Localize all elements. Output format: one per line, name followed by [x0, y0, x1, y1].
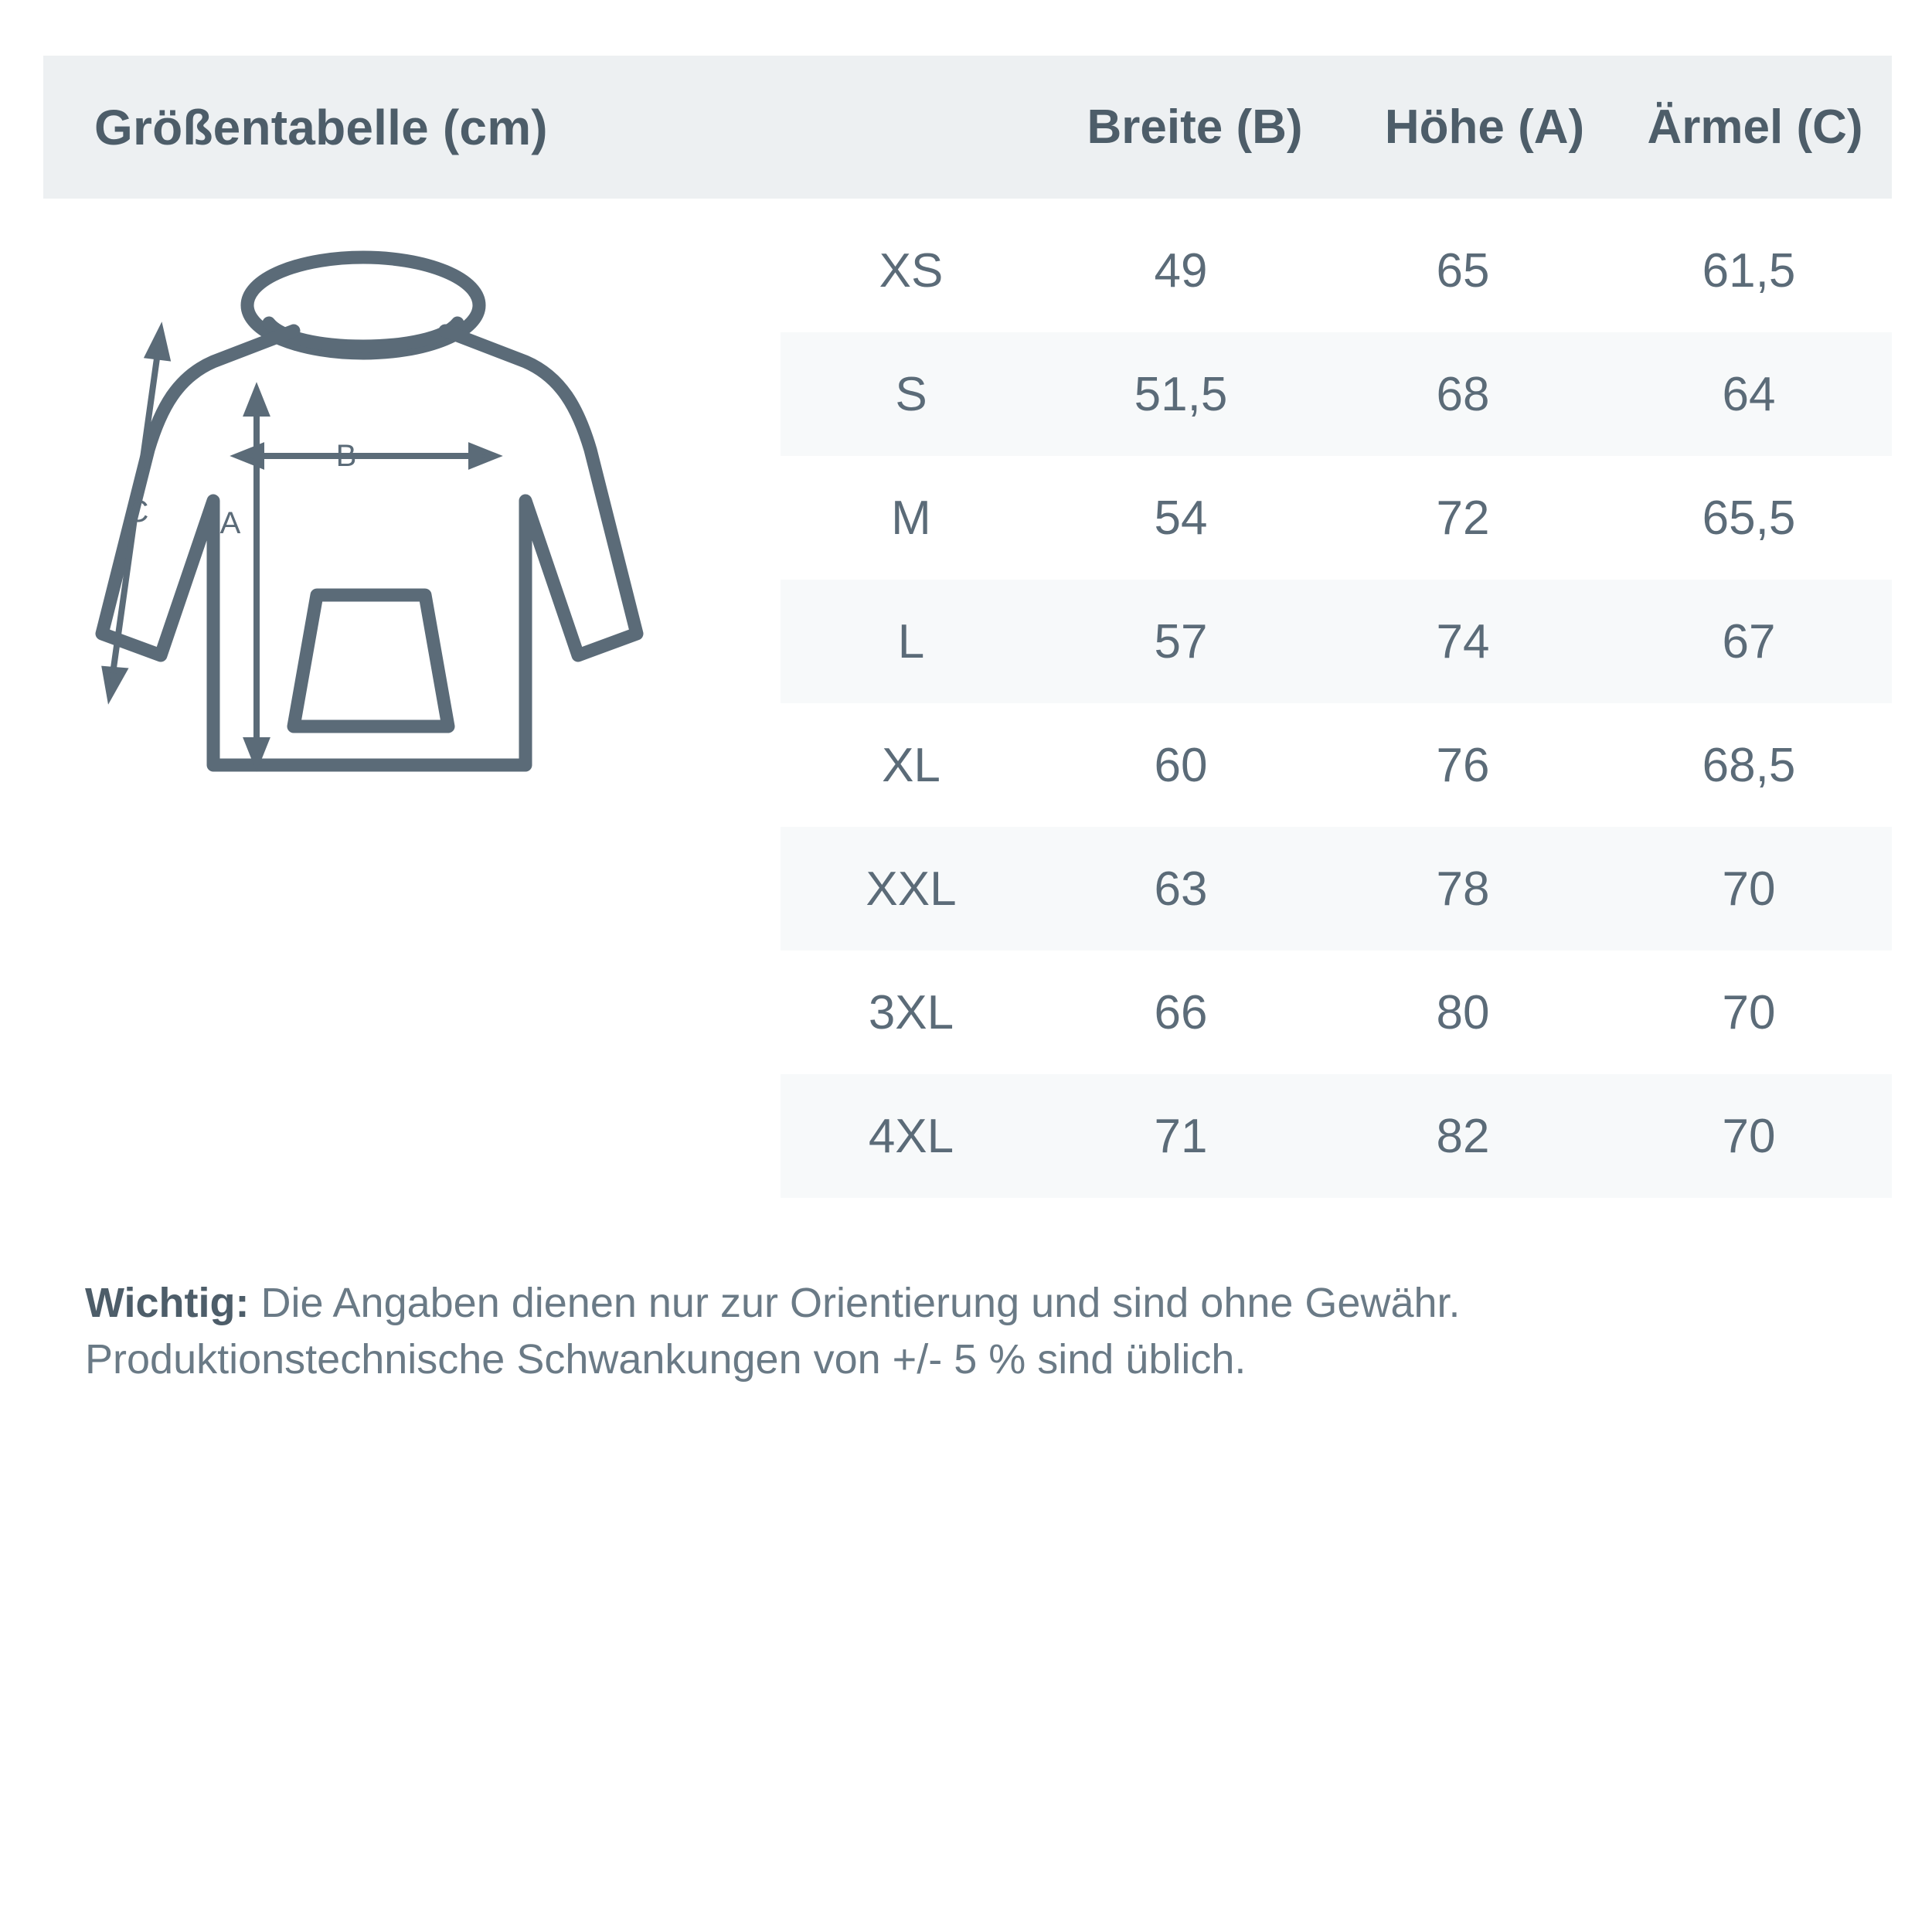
- header-columns: [824, 56, 1892, 199]
- cell-breite: 71: [1042, 1074, 1320, 1198]
- cell-breite: 60: [1154, 738, 1208, 792]
- label-sleeve: C: [126, 495, 149, 529]
- cell-aermel: 68,5: [1702, 738, 1796, 792]
- footnote-text: Die Angaben dienen nur zur Orientierung und sind ohne Gewähr. Produktionstechnische Schwankungen von +/- 5 % sind üblich.: [85, 1280, 1461, 1383]
- table-row: [781, 703, 1892, 827]
- column-header-hoehe: Höhe (A): [1384, 100, 1585, 154]
- page-title: Größentabelle (cm): [94, 99, 548, 155]
- column-header-breite: Breite (B): [1087, 100, 1303, 154]
- cell-breite: 54: [1154, 491, 1208, 545]
- footnote: [85, 1275, 1862, 1388]
- cell-aermel: 70: [1722, 985, 1776, 1039]
- cell-breite: 57: [1042, 580, 1320, 703]
- cell-hoehe: 65: [1436, 243, 1490, 298]
- cell-aermel: 65,5: [1702, 491, 1796, 545]
- cell-size: M: [891, 491, 931, 545]
- cell-aermel: 70: [1606, 827, 1892, 951]
- table-row: [781, 209, 1892, 332]
- cell-hoehe: 78: [1320, 827, 1606, 951]
- table-row: [781, 580, 1892, 703]
- table-row: [781, 1074, 1892, 1198]
- cell-hoehe: 68: [1320, 332, 1606, 456]
- cell-size: XS: [879, 243, 944, 298]
- cell-size: 3XL: [868, 985, 954, 1039]
- cell-hoehe: 72: [1436, 491, 1490, 545]
- cell-hoehe: 80: [1436, 985, 1490, 1039]
- cell-size: 4XL: [781, 1074, 1042, 1198]
- cell-size: XL: [882, 738, 940, 792]
- size-table-wrapper: [781, 209, 1892, 1198]
- cell-aermel: 64: [1606, 332, 1892, 456]
- hoodie-measurement-diagram: [62, 232, 757, 819]
- label-width: B: [335, 439, 357, 473]
- cell-hoehe: 76: [1436, 738, 1490, 792]
- cell-hoehe: 74: [1320, 580, 1606, 703]
- cell-size: XXL: [781, 827, 1042, 951]
- table-row: [781, 456, 1892, 580]
- cell-size: S: [781, 332, 1042, 456]
- header-band: [43, 56, 1892, 199]
- cell-breite: 49: [1154, 243, 1208, 298]
- cell-aermel: 67: [1606, 580, 1892, 703]
- cell-aermel: 61,5: [1702, 243, 1796, 298]
- table-row: [781, 332, 1892, 456]
- size-table: [781, 209, 1892, 1198]
- cell-aermel: 70: [1606, 1074, 1892, 1198]
- cell-breite: 51,5: [1042, 332, 1320, 456]
- cell-breite: 63: [1042, 827, 1320, 951]
- label-height: A: [219, 506, 241, 540]
- cell-hoehe: 82: [1320, 1074, 1606, 1198]
- footnote-lead: Wichtig:: [85, 1280, 250, 1326]
- table-row: [781, 827, 1892, 951]
- cell-size: L: [781, 580, 1042, 703]
- table-row: [781, 951, 1892, 1074]
- column-header-aermel: Ärmel (C): [1647, 100, 1863, 154]
- cell-breite: 66: [1154, 985, 1208, 1039]
